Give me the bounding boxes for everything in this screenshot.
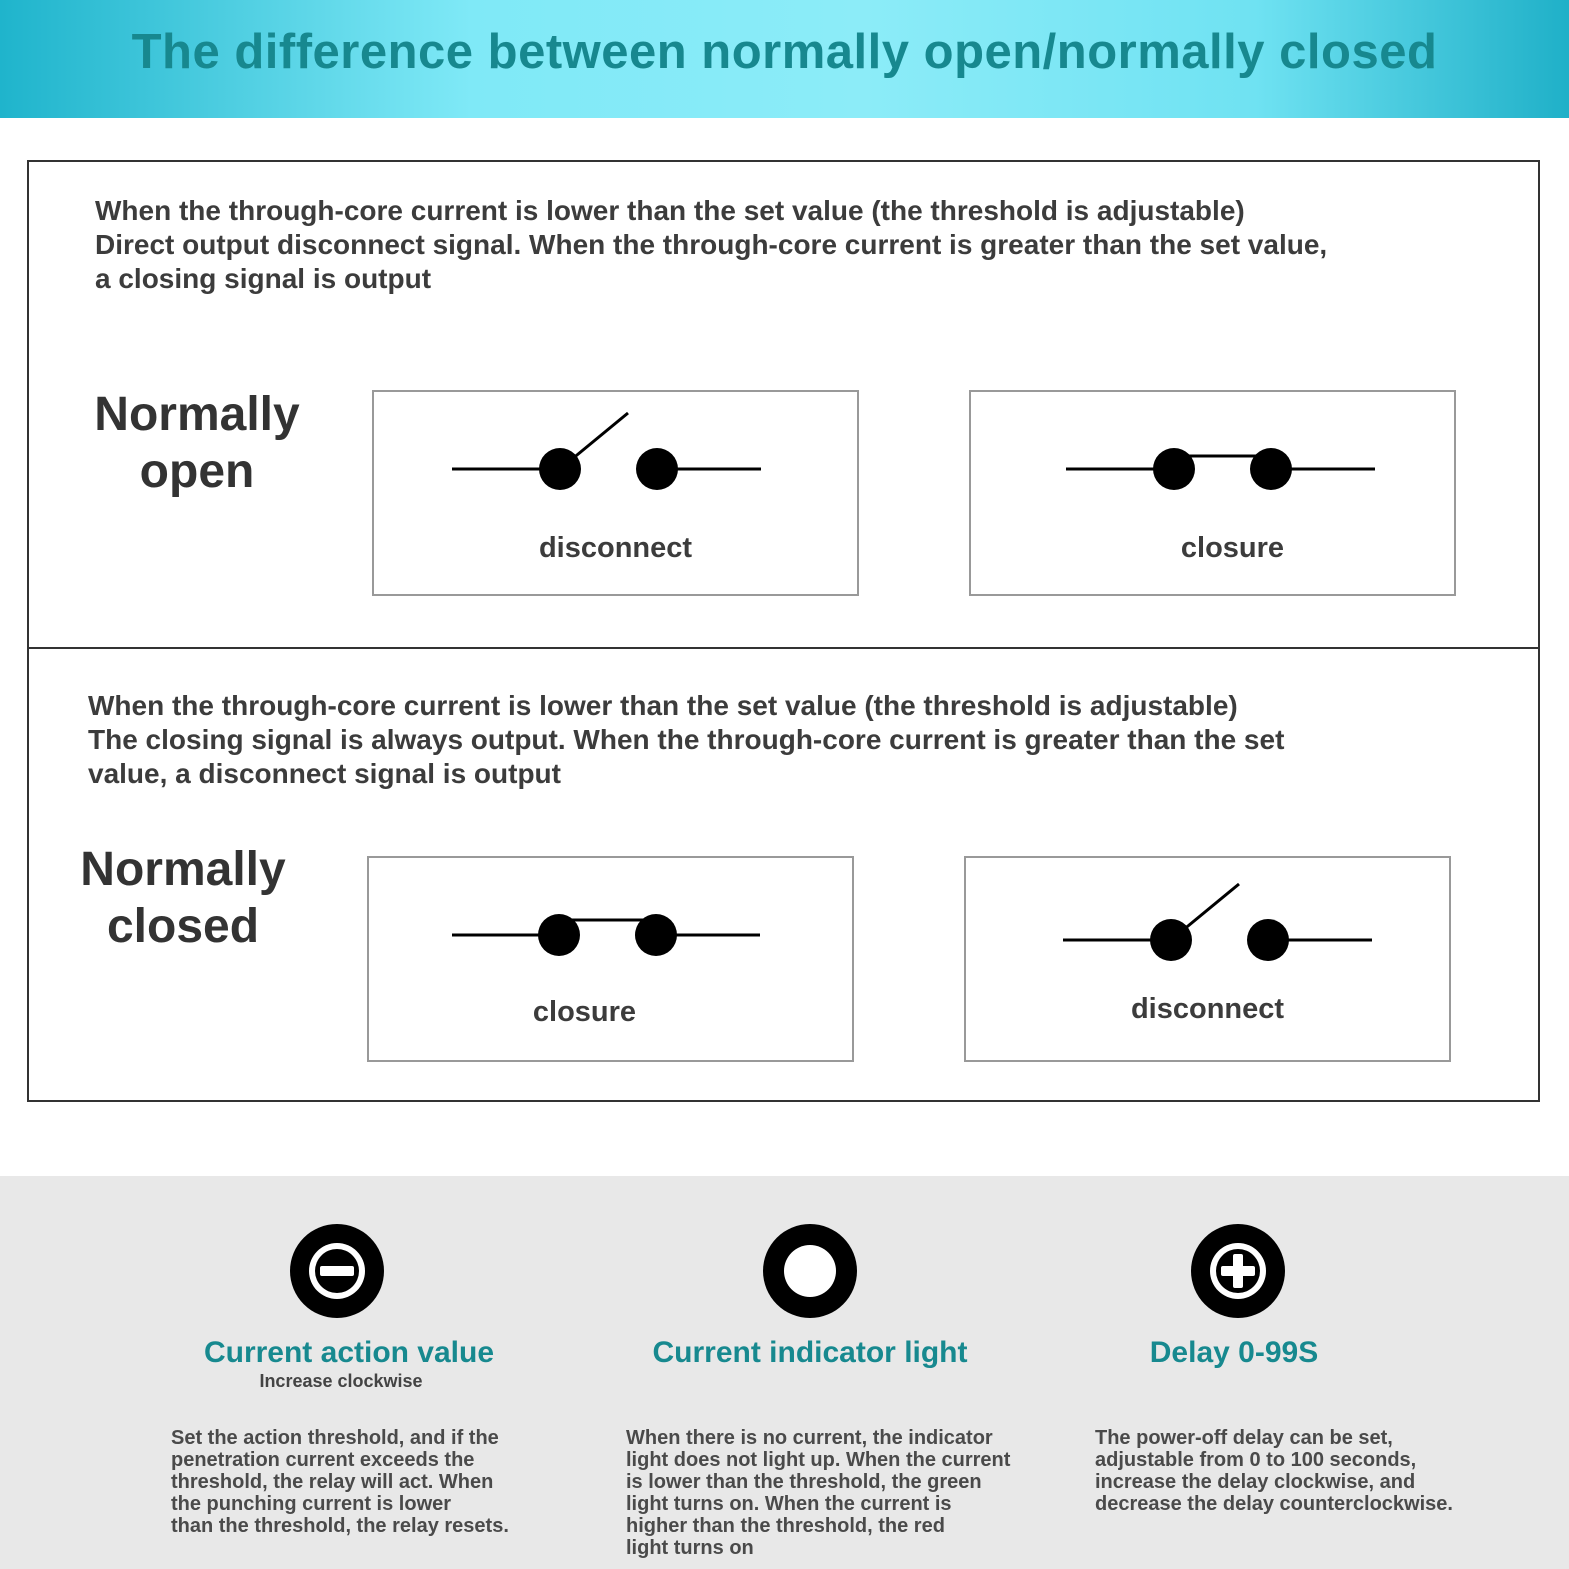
normally-open-panel <box>27 160 1540 649</box>
description-line: Direct output disconnect signal. When the through-core current is greater than the set value, <box>95 229 1328 260</box>
features-section <box>0 1176 1569 1569</box>
normally-closed-panel <box>27 647 1540 1102</box>
description-line: When the through-core current is lower than the set value (the threshold is adjustable) <box>88 690 1238 721</box>
description-line: adjustable from 0 to 100 seconds, <box>1095 1449 1417 1471</box>
closed-switch-icon <box>369 858 856 1064</box>
description-line: than the threshold, the relay resets. <box>171 1515 509 1537</box>
normally-open-label <box>87 386 307 500</box>
switch-state-label: closure <box>532 996 637 1028</box>
feature-title: Current action value <box>203 1336 495 1369</box>
label-line: Normally <box>80 843 286 896</box>
description-line: increase the delay clockwise, and <box>1095 1471 1416 1493</box>
feature-description <box>626 1427 1046 1559</box>
label-line: closed <box>106 900 260 953</box>
description-line: When there is no current, the indicator <box>626 1427 993 1449</box>
open-switch-icon <box>374 392 861 598</box>
switch-state-box <box>964 856 1451 1062</box>
minus-circle-icon <box>289 1223 385 1319</box>
feature-description <box>1095 1427 1515 1515</box>
label-line: open <box>139 445 255 498</box>
description-line: The power-off delay can be set, <box>1095 1427 1393 1449</box>
normally-closed-description <box>88 689 1284 791</box>
description-line: the punching current is lower <box>171 1493 452 1515</box>
description-line: light does not light up. When the current <box>626 1449 1011 1471</box>
description-line: When the through-core current is lower than the set value (the threshold is adjustable) <box>95 195 1245 226</box>
description-line: light turns on <box>626 1537 754 1559</box>
description-line: a closing signal is output <box>95 263 432 294</box>
description-line: Set the action threshold, and if the <box>171 1427 499 1449</box>
closed-switch-icon <box>971 392 1458 598</box>
switch-state-box <box>372 390 859 596</box>
label-line: Normally <box>94 388 300 441</box>
plus-circle-icon <box>1190 1223 1286 1319</box>
description-line: value, a disconnect signal is output <box>88 758 561 789</box>
feature-title: Delay 0-99S <box>1149 1336 1319 1369</box>
description-line: light turns on. When the current is <box>626 1493 952 1515</box>
switch-state-label: disconnect <box>538 532 693 564</box>
ring-icon <box>762 1223 858 1319</box>
description-line: decrease the delay counterclockwise. <box>1095 1493 1453 1515</box>
header-banner <box>0 0 1569 118</box>
feature-description <box>171 1427 571 1537</box>
switch-state-box <box>969 390 1456 596</box>
description-line: is lower than the threshold, the green <box>626 1471 982 1493</box>
switch-state-label: disconnect <box>1130 993 1285 1025</box>
description-line: threshold, the relay will act. When <box>171 1471 494 1493</box>
feature-title: Current indicator light <box>652 1336 968 1369</box>
switch-state-label: closure <box>1180 532 1285 564</box>
feature-subtitle: Increase clockwise <box>259 1371 423 1391</box>
description-line: penetration current exceeds the <box>171 1449 475 1471</box>
normally-open-description <box>95 194 1327 296</box>
open-switch-icon <box>966 858 1453 1064</box>
switch-state-box <box>367 856 854 1062</box>
page-title: The difference between normally open/normally closed <box>131 25 1438 79</box>
normally-closed-label <box>73 841 293 955</box>
description-line: The closing signal is always output. When the through-core current is greater than the set <box>88 724 1285 755</box>
description-line: higher than the threshold, the red <box>626 1515 945 1537</box>
